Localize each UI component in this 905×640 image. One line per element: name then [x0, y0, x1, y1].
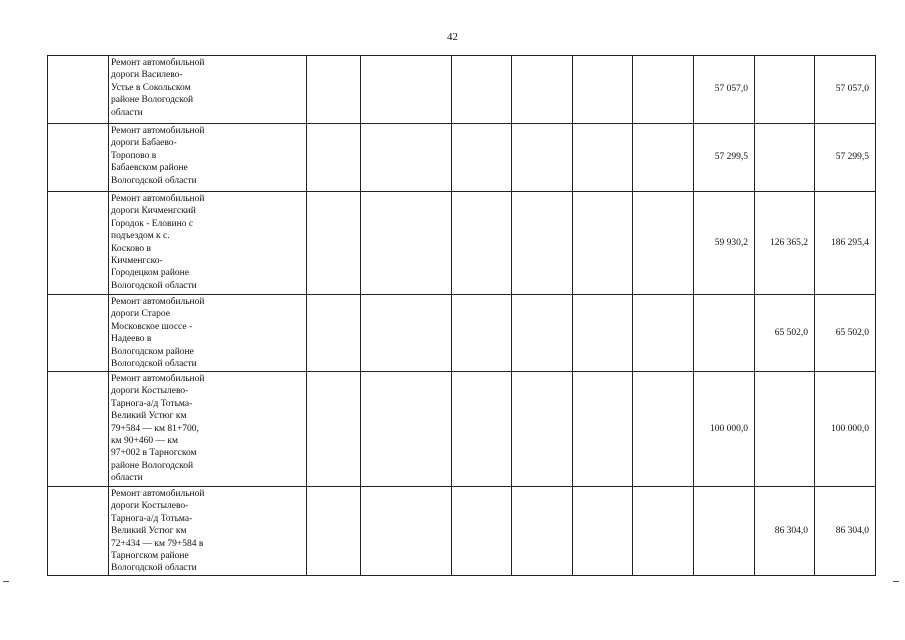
total-cell: 186 295,4	[815, 192, 876, 295]
amount-cell-a: 100 000,0	[694, 372, 755, 487]
amount-cell-a	[694, 295, 755, 372]
empty-cell	[361, 372, 452, 487]
empty-cell	[361, 295, 452, 372]
empty-cell	[573, 295, 633, 372]
empty-cell	[307, 372, 361, 487]
empty-cell	[512, 56, 573, 124]
row-index-cell	[48, 124, 109, 192]
amount-cell-a: 57 057,0	[694, 56, 755, 124]
scan-edge-mark	[893, 581, 899, 582]
total-cell: 57 057,0	[815, 56, 876, 124]
empty-cell	[452, 124, 512, 192]
empty-cell	[573, 124, 633, 192]
amount-cell-b	[755, 124, 815, 192]
empty-cell	[573, 56, 633, 124]
empty-cell	[633, 56, 694, 124]
empty-cell	[307, 192, 361, 295]
empty-cell	[573, 487, 633, 576]
amount-cell-a	[694, 487, 755, 576]
total-cell: 57 299,5	[815, 124, 876, 192]
total-cell: 100 000,0	[815, 372, 876, 487]
empty-cell	[633, 192, 694, 295]
empty-cell	[361, 192, 452, 295]
amount-cell-b	[755, 56, 815, 124]
empty-cell	[452, 372, 512, 487]
empty-cell	[573, 192, 633, 295]
item-name-cell: Ремонт автомобильной дороги Бабаево- Торопово в Бабаевском районе Вологодской области	[109, 124, 307, 192]
item-name-cell: Ремонт автомобильной дороги Костылево- Тарнога-а/д Тотьма- Великий Устюг км 79+584 — км 81+700, км 90+460 — км 97+002 в Тарногском районе Вологодской области	[109, 372, 307, 487]
table-row	[48, 124, 876, 192]
item-name-cell: Ремонт автомобильной дороги Старое Московское шоссе - Надеево в Вологодском районе Вологодской области	[109, 295, 307, 372]
total-cell: 86 304,0	[815, 487, 876, 576]
table-row	[48, 487, 876, 576]
empty-cell	[307, 124, 361, 192]
item-name-cell: Ремонт автомобильной дороги Кичменгский Городок - Еловино с подъездом к с. Косково в Кичменгско- Городецком районе Вологодской области	[109, 192, 307, 295]
amount-cell-a: 59 930,2	[694, 192, 755, 295]
amount-cell-b: 126 365,2	[755, 192, 815, 295]
table-row	[48, 192, 876, 295]
empty-cell	[307, 56, 361, 124]
table-row	[48, 295, 876, 372]
page-number: 42	[447, 31, 458, 43]
budget-table	[47, 55, 876, 576]
row-index-cell	[48, 372, 109, 487]
empty-cell	[633, 487, 694, 576]
empty-cell	[361, 487, 452, 576]
empty-cell	[307, 295, 361, 372]
empty-cell	[452, 56, 512, 124]
amount-cell-b: 65 502,0	[755, 295, 815, 372]
empty-cell	[633, 295, 694, 372]
table-row	[48, 56, 876, 124]
empty-cell	[512, 124, 573, 192]
row-index-cell	[48, 487, 109, 576]
table-row	[48, 372, 876, 487]
amount-cell-b: 86 304,0	[755, 487, 815, 576]
empty-cell	[512, 372, 573, 487]
empty-cell	[452, 487, 512, 576]
empty-cell	[512, 487, 573, 576]
amount-cell-b	[755, 372, 815, 487]
amount-cell-a: 57 299,5	[694, 124, 755, 192]
empty-cell	[573, 372, 633, 487]
empty-cell	[452, 192, 512, 295]
empty-cell	[633, 124, 694, 192]
empty-cell	[361, 56, 452, 124]
scan-edge-mark	[3, 581, 9, 582]
empty-cell	[307, 487, 361, 576]
empty-cell	[512, 192, 573, 295]
row-index-cell	[48, 192, 109, 295]
empty-cell	[633, 372, 694, 487]
row-index-cell	[48, 295, 109, 372]
empty-cell	[512, 295, 573, 372]
item-name-cell: Ремонт автомобильной дороги Костылево- Тарнога-а/д Тотьма- Великий Устюг км 72+434 — км 79+584 в Тарногском районе Вологодской области	[109, 487, 307, 576]
total-cell: 65 502,0	[815, 295, 876, 372]
empty-cell	[361, 124, 452, 192]
row-index-cell	[48, 56, 109, 124]
empty-cell	[452, 295, 512, 372]
item-name-cell: Ремонт автомобильной дороги Василево- Устье в Сокольском районе Вологодской области	[109, 56, 307, 124]
